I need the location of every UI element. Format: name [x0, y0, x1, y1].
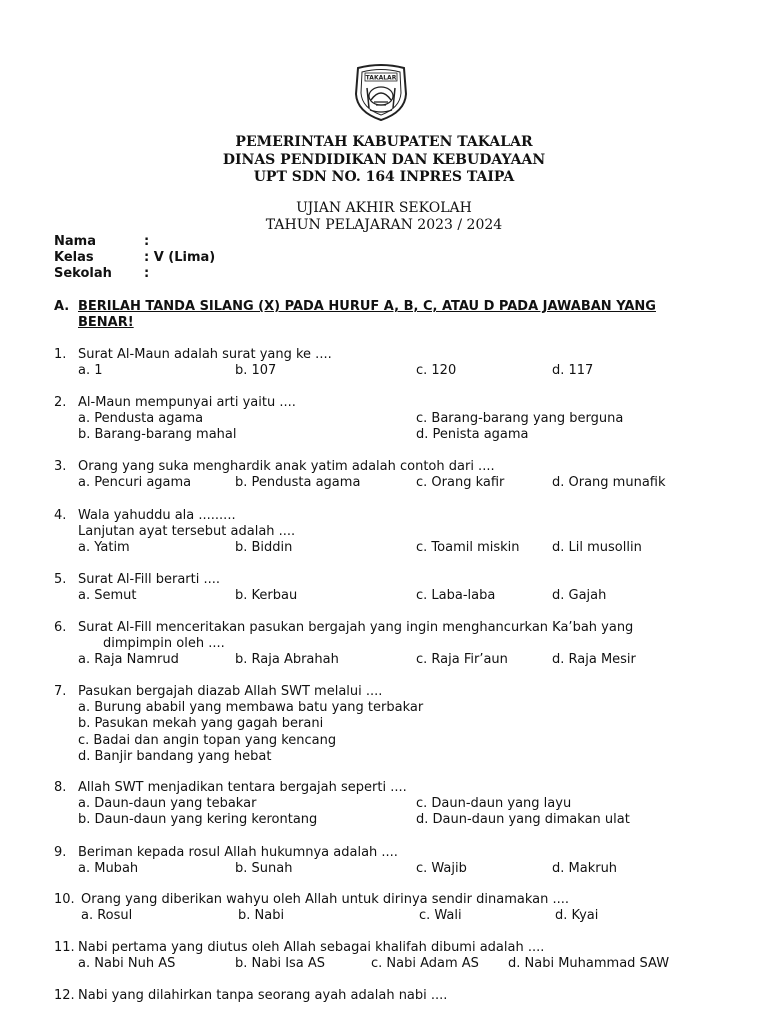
answer-option[interactable]: d. Gajah [552, 588, 607, 603]
answer-option[interactable]: b. Sunah [235, 861, 293, 876]
question-text: Al-Maun mempunyai arti yaitu .... [78, 395, 296, 410]
answer-option[interactable]: a. Rosul [81, 908, 133, 923]
question-text: Orang yang diberikan wahyu oleh Allah untuk dirinya sendir dinamakan .... [81, 892, 569, 907]
answer-option[interactable]: c. Barang-barang yang berguna [416, 411, 624, 426]
question-number: 10. [54, 892, 75, 907]
answer-option[interactable]: c. Daun-daun yang layu [416, 796, 572, 811]
answer-option[interactable]: d. Daun-daun yang dimakan ulat [416, 812, 630, 827]
identity-label-sekolah: Sekolah [54, 266, 112, 281]
question-number: 2. [54, 395, 67, 410]
identity-value-kelas: : V (Lima) [144, 250, 216, 265]
answer-option[interactable]: b. Barang-barang mahal [78, 427, 237, 442]
answer-option[interactable]: b. Pasukan mekah yang gagah berani [78, 716, 324, 731]
question-text: Allah SWT menjadikan tentara bergajah seperti .... [78, 780, 407, 795]
question-text: Surat Al-Fill menceritakan pasukan bergajah yang ingin menghancurkan Ka’bah yang [78, 620, 634, 635]
question-text: Wala yahuddu ala ......... [78, 508, 236, 523]
answer-option[interactable]: d. Banjir bandang yang hebat [78, 749, 272, 764]
answer-option[interactable]: b. Nabi [238, 908, 285, 923]
question-number: 11. [54, 940, 75, 955]
answer-option[interactable]: c. Laba-laba [416, 588, 496, 603]
answer-option[interactable]: d. Penista agama [416, 427, 529, 442]
exam-year: TAHUN PELAJARAN 2023 / 2024 [265, 217, 503, 233]
answer-option[interactable]: a. 1 [78, 363, 103, 378]
answer-option[interactable]: a. Semut [78, 588, 137, 603]
answer-option[interactable]: d. Raja Mesir [552, 652, 636, 667]
answer-option[interactable]: c. Orang kafir [416, 475, 505, 490]
identity-label-kelas: Kelas [54, 250, 94, 265]
question-number: 9. [54, 845, 67, 860]
exam-title: UJIAN AKHIR SEKOLAH [296, 200, 472, 216]
identity-value-nama: : [144, 234, 150, 249]
answer-option[interactable]: b. Pendusta agama [235, 475, 361, 490]
answer-option[interactable]: a. Nabi Nuh AS [78, 956, 176, 971]
answer-option[interactable]: d. Kyai [555, 908, 599, 923]
answer-option[interactable]: d. Orang munafik [552, 475, 666, 490]
section-instruction-cont: BENAR! [78, 315, 134, 330]
question-number: 3. [54, 459, 67, 474]
question-text-cont: dimpimpin oleh .... [103, 636, 225, 651]
identity-label-nama: Nama [54, 234, 96, 249]
answer-option[interactable]: a. Pendusta agama [78, 411, 204, 426]
answer-option[interactable]: c. Wajib [416, 861, 467, 876]
section-letter: A. [54, 299, 70, 314]
answer-option[interactable]: c. Wali [419, 908, 462, 923]
header-department: DINAS PENDIDIKAN DAN KEBUDAYAAN [222, 152, 546, 168]
header-school: UPT SDN NO. 164 INPRES TAIPA [253, 169, 515, 185]
answer-option[interactable]: b. Raja Abrahah [235, 652, 339, 667]
question-text: Beriman kepada rosul Allah hukumnya adalah .... [78, 845, 398, 860]
answer-option[interactable]: d. 117 [552, 363, 594, 378]
question-text: Surat Al-Fill berarti .... [78, 572, 221, 587]
section-instruction: BERILAH TANDA SILANG (X) PADA HURUF A, B, C, ATAU D PADA JAWABAN YANG [78, 299, 656, 314]
question-number: 7. [54, 684, 67, 699]
answer-option[interactable]: d. Makruh [552, 861, 618, 876]
answer-option[interactable]: c. Badai dan angin topan yang kencang [78, 733, 337, 748]
question-text-cont: Lanjutan ayat tersebut adalah .... [78, 524, 296, 539]
answer-option[interactable]: a. Daun-daun yang tebakar [78, 796, 257, 811]
svg-text:TAKALAR: TAKALAR [365, 74, 397, 82]
answer-option[interactable]: d. Nabi Muhammad SAW [508, 956, 670, 971]
answer-option[interactable]: a. Burung ababil yang membawa batu yang terbakar [78, 700, 424, 715]
answer-option[interactable]: c. Nabi Adam AS [371, 956, 479, 971]
answer-option[interactable]: a. Pencuri agama [78, 475, 192, 490]
answer-option[interactable]: b. Nabi Isa AS [235, 956, 326, 971]
question-number: 5. [54, 572, 67, 587]
question-text: Pasukan bergajah diazab Allah SWT melalui .... [78, 684, 383, 699]
answer-option[interactable]: c. Toamil miskin [416, 540, 520, 555]
answer-option[interactable]: d. Lil musollin [552, 540, 642, 555]
question-number: 4. [54, 508, 67, 523]
answer-option[interactable]: c. Raja Fir’aun [416, 652, 508, 667]
answer-option[interactable]: b. 107 [235, 363, 277, 378]
answer-option[interactable]: a. Mubah [78, 861, 139, 876]
takalar-crest-logo [350, 64, 412, 122]
question-text: Nabi pertama yang diutus oleh Allah sebagai khalifah dibumi adalah .... [78, 940, 545, 955]
answer-option[interactable]: c. 120 [416, 363, 457, 378]
answer-option[interactable]: a. Yatim [78, 540, 130, 555]
question-text: Nabi yang dilahirkan tanpa seorang ayah adalah nabi .... [78, 988, 448, 1003]
question-number: 12. [54, 988, 75, 1003]
answer-option[interactable]: b. Biddin [235, 540, 293, 555]
answer-option[interactable]: b. Daun-daun yang kering kerontang [78, 812, 318, 827]
question-number: 1. [54, 347, 67, 362]
identity-value-sekolah: : [144, 266, 150, 281]
question-text: Orang yang suka menghardik anak yatim adalah contoh dari .... [78, 459, 495, 474]
answer-option[interactable]: a. Raja Namrud [78, 652, 179, 667]
question-text: Surat Al-Maun adalah surat yang ke .... [78, 347, 332, 362]
question-number: 8. [54, 780, 67, 795]
answer-option[interactable]: b. Kerbau [235, 588, 298, 603]
header-government: PEMERINTAH KABUPATEN TAKALAR [235, 134, 533, 150]
question-number: 6. [54, 620, 67, 635]
